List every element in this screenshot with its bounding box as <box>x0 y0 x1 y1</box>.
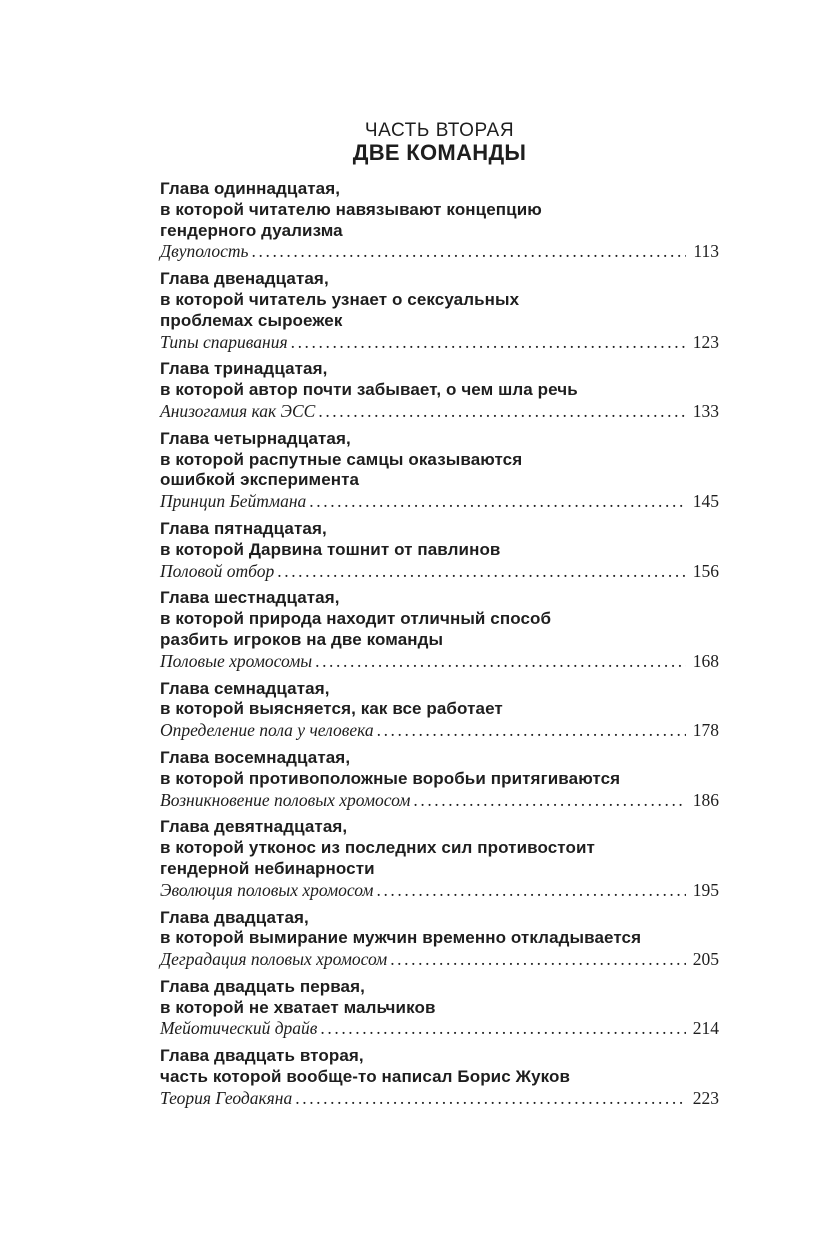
chapter-title-line: гендерного дуализма <box>160 220 343 240</box>
toc-entry <box>160 1046 719 1108</box>
entry-page-number: 223 <box>692 1087 719 1108</box>
chapter-title-line: ошибкой эксперимента <box>160 470 360 490</box>
entry-subtitle: Теория Геодакяна <box>160 1087 293 1108</box>
chapter-title-line: в которой читатель узнает о сексуальных <box>160 289 520 309</box>
chapter-title-line: Глава двенадцатая, <box>160 269 329 289</box>
entry-page-number: 145 <box>692 491 719 512</box>
toc-row <box>160 561 719 582</box>
chapter-title <box>160 679 719 721</box>
entry-subtitle: Эволюция половых хромосом <box>160 879 374 900</box>
chapter-title-line: Глава восемнадцатая, <box>160 747 351 767</box>
toc-row <box>160 651 719 672</box>
chapter-title <box>160 588 719 650</box>
chapter-title-line: в которой вымирание мужчин временно откладывается <box>160 928 642 948</box>
entry-subtitle: Деградация половых хромосом <box>160 949 388 970</box>
chapter-title-line: Глава четырнадцатая, <box>160 428 351 448</box>
dot-leader <box>377 720 686 741</box>
chapter-title-line: в которой Дарвина тошнит от павлинов <box>160 539 501 559</box>
chapter-title-line: часть которой вообще-то написал Борис Жуков <box>160 1067 571 1087</box>
dot-leader <box>309 491 685 512</box>
toc-entry <box>160 679 719 741</box>
dot-leader <box>320 1018 685 1039</box>
toc-row <box>160 880 719 901</box>
dot-leader <box>252 241 687 262</box>
entry-subtitle: Принцип Бейтмана <box>160 491 307 512</box>
chapter-title-line: разбить игроков на две команды <box>160 629 444 649</box>
entry-page-number: 195 <box>692 879 719 900</box>
toc-row <box>160 1088 719 1109</box>
toc-entry <box>160 748 719 810</box>
entry-page-number: 214 <box>692 1018 719 1039</box>
chapter-title-line: Глава девятнадцатая, <box>160 817 348 837</box>
chapter-title-line: Глава семнадцатая, <box>160 678 330 698</box>
entry-subtitle: Определение пола у человека <box>160 720 374 741</box>
chapter-title <box>160 269 719 331</box>
entry-subtitle: Половой отбор <box>160 560 275 581</box>
entry-subtitle: Анизогамия как ЭСС <box>160 400 316 421</box>
chapter-title-line: в которой природа находит отличный способ <box>160 609 552 629</box>
toc-row <box>160 491 719 512</box>
chapter-title <box>160 908 719 950</box>
dot-leader <box>277 561 686 582</box>
entry-subtitle: Возникновение половых хромосом <box>160 789 411 810</box>
entry-page-number: 123 <box>692 331 719 352</box>
chapter-title-line: Глава одиннадцатая, <box>160 179 341 198</box>
toc-entry <box>160 359 719 421</box>
dot-leader <box>315 651 686 672</box>
toc-row <box>160 1018 719 1039</box>
toc-row <box>160 401 719 422</box>
chapter-title <box>160 359 719 401</box>
toc-entry <box>160 519 719 581</box>
dot-leader <box>390 949 686 970</box>
entry-page-number: 186 <box>692 789 719 810</box>
chapter-title-line: гендерной небинарности <box>160 858 375 878</box>
chapter-title <box>160 977 719 1019</box>
toc-row <box>160 332 719 353</box>
part-label: ЧАСТЬ ВТОРАЯ <box>364 120 515 141</box>
toc-entry <box>160 817 719 900</box>
toc-list <box>160 179 719 1109</box>
dot-leader <box>291 332 686 353</box>
chapter-title-line: Глава двадцать первая, <box>160 976 365 996</box>
chapter-title-line: Глава шестнадцатая, <box>160 588 340 608</box>
dot-leader <box>295 1088 686 1109</box>
entry-page-number: 178 <box>692 720 719 741</box>
chapter-title-line: Глава двадцать вторая, <box>160 1046 364 1066</box>
chapter-title-line: в которой не хватает мальчиков <box>160 997 436 1017</box>
toc-row <box>160 949 719 970</box>
toc-row <box>160 790 719 811</box>
entry-subtitle: Мейотический драйв <box>160 1018 318 1039</box>
entry-page-number: 205 <box>692 949 719 970</box>
chapter-title-line: в которой распутные самцы оказываются <box>160 449 523 469</box>
part-heading <box>160 120 719 165</box>
toc-entry <box>160 269 719 352</box>
dot-leader <box>318 401 685 422</box>
chapter-title <box>160 179 719 241</box>
toc-entry <box>160 179 719 262</box>
chapter-title-line: в которой читателю навязывают концепцию <box>160 199 542 219</box>
chapter-title-line: Глава тринадцатая, <box>160 359 328 379</box>
entry-subtitle: Типы спаривания <box>160 331 288 352</box>
entry-page-number: 156 <box>692 560 719 581</box>
chapter-title-line: Глава пятнадцатая, <box>160 518 327 538</box>
toc-entry <box>160 588 719 671</box>
chapter-title-line: в которой автор почти забывает, о чем шла речь <box>160 380 578 400</box>
dot-leader <box>413 790 685 811</box>
entry-page-number: 133 <box>692 400 719 421</box>
chapter-title-line: в которой утконос из последних сил противостоит <box>160 838 595 858</box>
entry-subtitle: Половые хромосомы <box>160 650 313 671</box>
toc-entry <box>160 429 719 512</box>
part-title: ДВЕ КОМАНДЫ <box>352 140 527 165</box>
chapter-title-line: проблемах сыроежек <box>160 310 343 330</box>
chapter-title-line: Глава двадцатая, <box>160 907 309 927</box>
chapter-title <box>160 817 719 879</box>
toc-entry <box>160 977 719 1039</box>
chapter-title <box>160 519 719 561</box>
toc-row <box>160 241 719 262</box>
toc-row <box>160 720 719 741</box>
entry-page-number: 168 <box>692 650 719 671</box>
chapter-title <box>160 748 719 790</box>
toc-entry <box>160 908 719 970</box>
entry-page-number: 113 <box>693 241 719 262</box>
chapter-title-line: в которой выясняется, как все работает <box>160 699 503 719</box>
chapter-title <box>160 1046 719 1088</box>
entry-subtitle: Двуполость <box>160 241 249 262</box>
chapter-title-line: в которой противоположные воробьи притягиваются <box>160 768 621 788</box>
dot-leader <box>376 880 685 901</box>
chapter-title <box>160 429 719 491</box>
